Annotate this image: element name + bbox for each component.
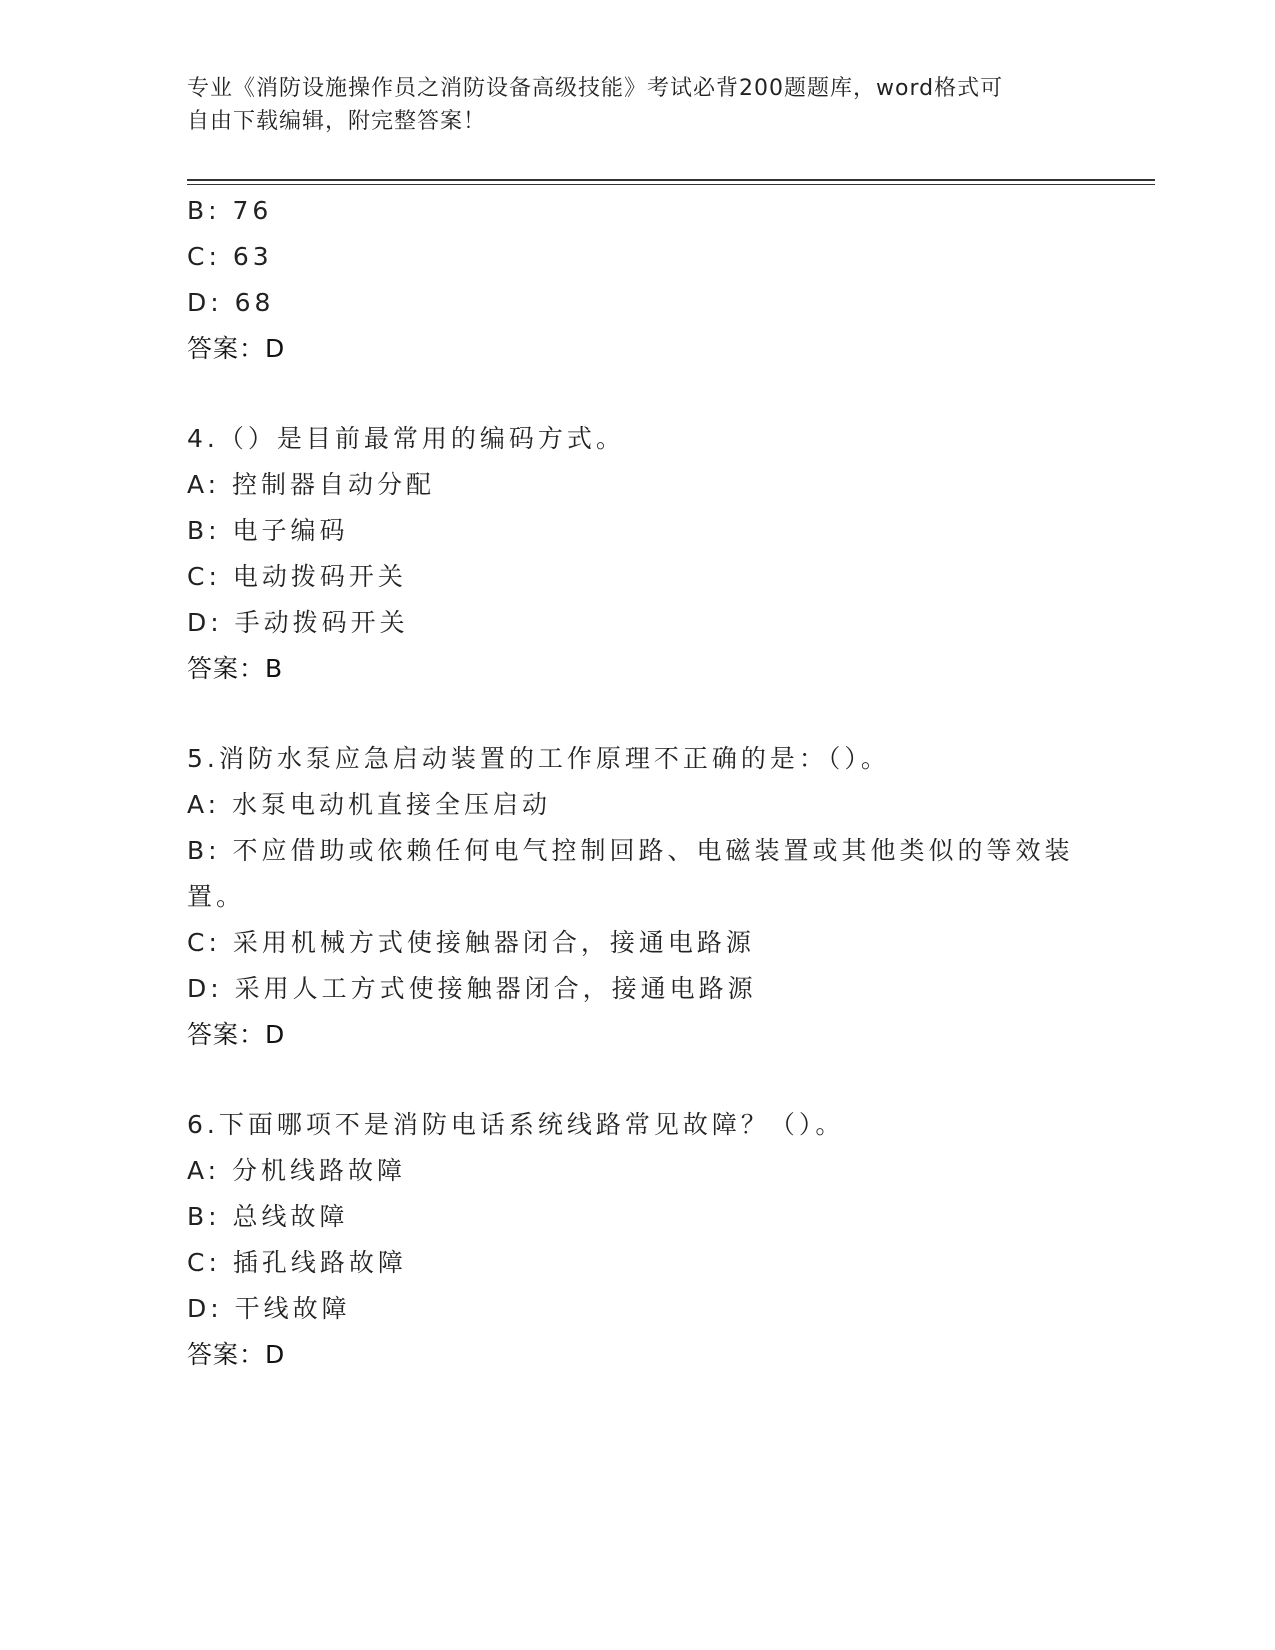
spacer bbox=[187, 1058, 1087, 1102]
question-5-block bbox=[187, 736, 1087, 1058]
q3-option-b: B: 76 bbox=[187, 196, 273, 225]
q6-option-b: B: 总线故障 bbox=[187, 1202, 349, 1231]
header-divider-thin bbox=[187, 184, 1155, 185]
q3-option-d: D: 68 bbox=[187, 288, 275, 317]
q4-answer: 答案：B bbox=[187, 654, 284, 683]
q5-question: 5.消防水泵应急启动装置的工作原理不正确的是：（）。 bbox=[187, 744, 890, 773]
q3-answer: 答案：D bbox=[187, 334, 286, 363]
q5-option-c: C: 采用机械方式使接触器闭合，接通电路源 bbox=[187, 928, 755, 957]
question-list bbox=[187, 188, 1087, 1378]
question-6-block bbox=[187, 1102, 1087, 1378]
header-title-line-2: 自由下载编辑，附完整答案！ bbox=[187, 109, 487, 134]
document-header bbox=[187, 72, 1087, 138]
q4-option-d: D: 手动拨码开关 bbox=[187, 608, 409, 637]
question-4-block bbox=[187, 416, 1087, 692]
q6-question: 6.下面哪项不是消防电话系统线路常见故障？（）。 bbox=[187, 1110, 845, 1139]
q6-answer: 答案：D bbox=[187, 1340, 286, 1369]
question-3-block bbox=[187, 188, 1087, 372]
q6-option-c: C: 插孔线路故障 bbox=[187, 1248, 407, 1277]
q5-option-a: A: 水泵电动机直接全压启动 bbox=[187, 790, 552, 819]
q4-option-a: A: 控制器自动分配 bbox=[187, 470, 436, 499]
q4-option-c: C: 电动拨码开关 bbox=[187, 562, 407, 591]
q5-option-b-line-2: 置。 bbox=[187, 882, 246, 911]
q6-option-a: A: 分机线路故障 bbox=[187, 1156, 407, 1185]
spacer bbox=[187, 692, 1087, 736]
q3-option-c: C: 63 bbox=[187, 242, 273, 271]
q4-option-b: B: 电子编码 bbox=[187, 516, 349, 545]
q5-option-d: D: 采用人工方式使接触器闭合，接通电路源 bbox=[187, 974, 757, 1003]
q5-option-b-line-1: B: 不应借助或依赖任何电气控制回路、电磁装置或其他类似的等效装 bbox=[187, 836, 1074, 865]
q6-option-d: D: 干线故障 bbox=[187, 1294, 351, 1323]
q5-answer: 答案：D bbox=[187, 1020, 286, 1049]
q4-question: 4.（）是目前最常用的编码方式。 bbox=[187, 424, 625, 453]
spacer bbox=[187, 372, 1087, 416]
header-title-line-1: 专业《消防设施操作员之消防设备高级技能》考试必背200题题库，word格式可 bbox=[187, 76, 1004, 101]
header-divider-thick bbox=[187, 179, 1155, 181]
